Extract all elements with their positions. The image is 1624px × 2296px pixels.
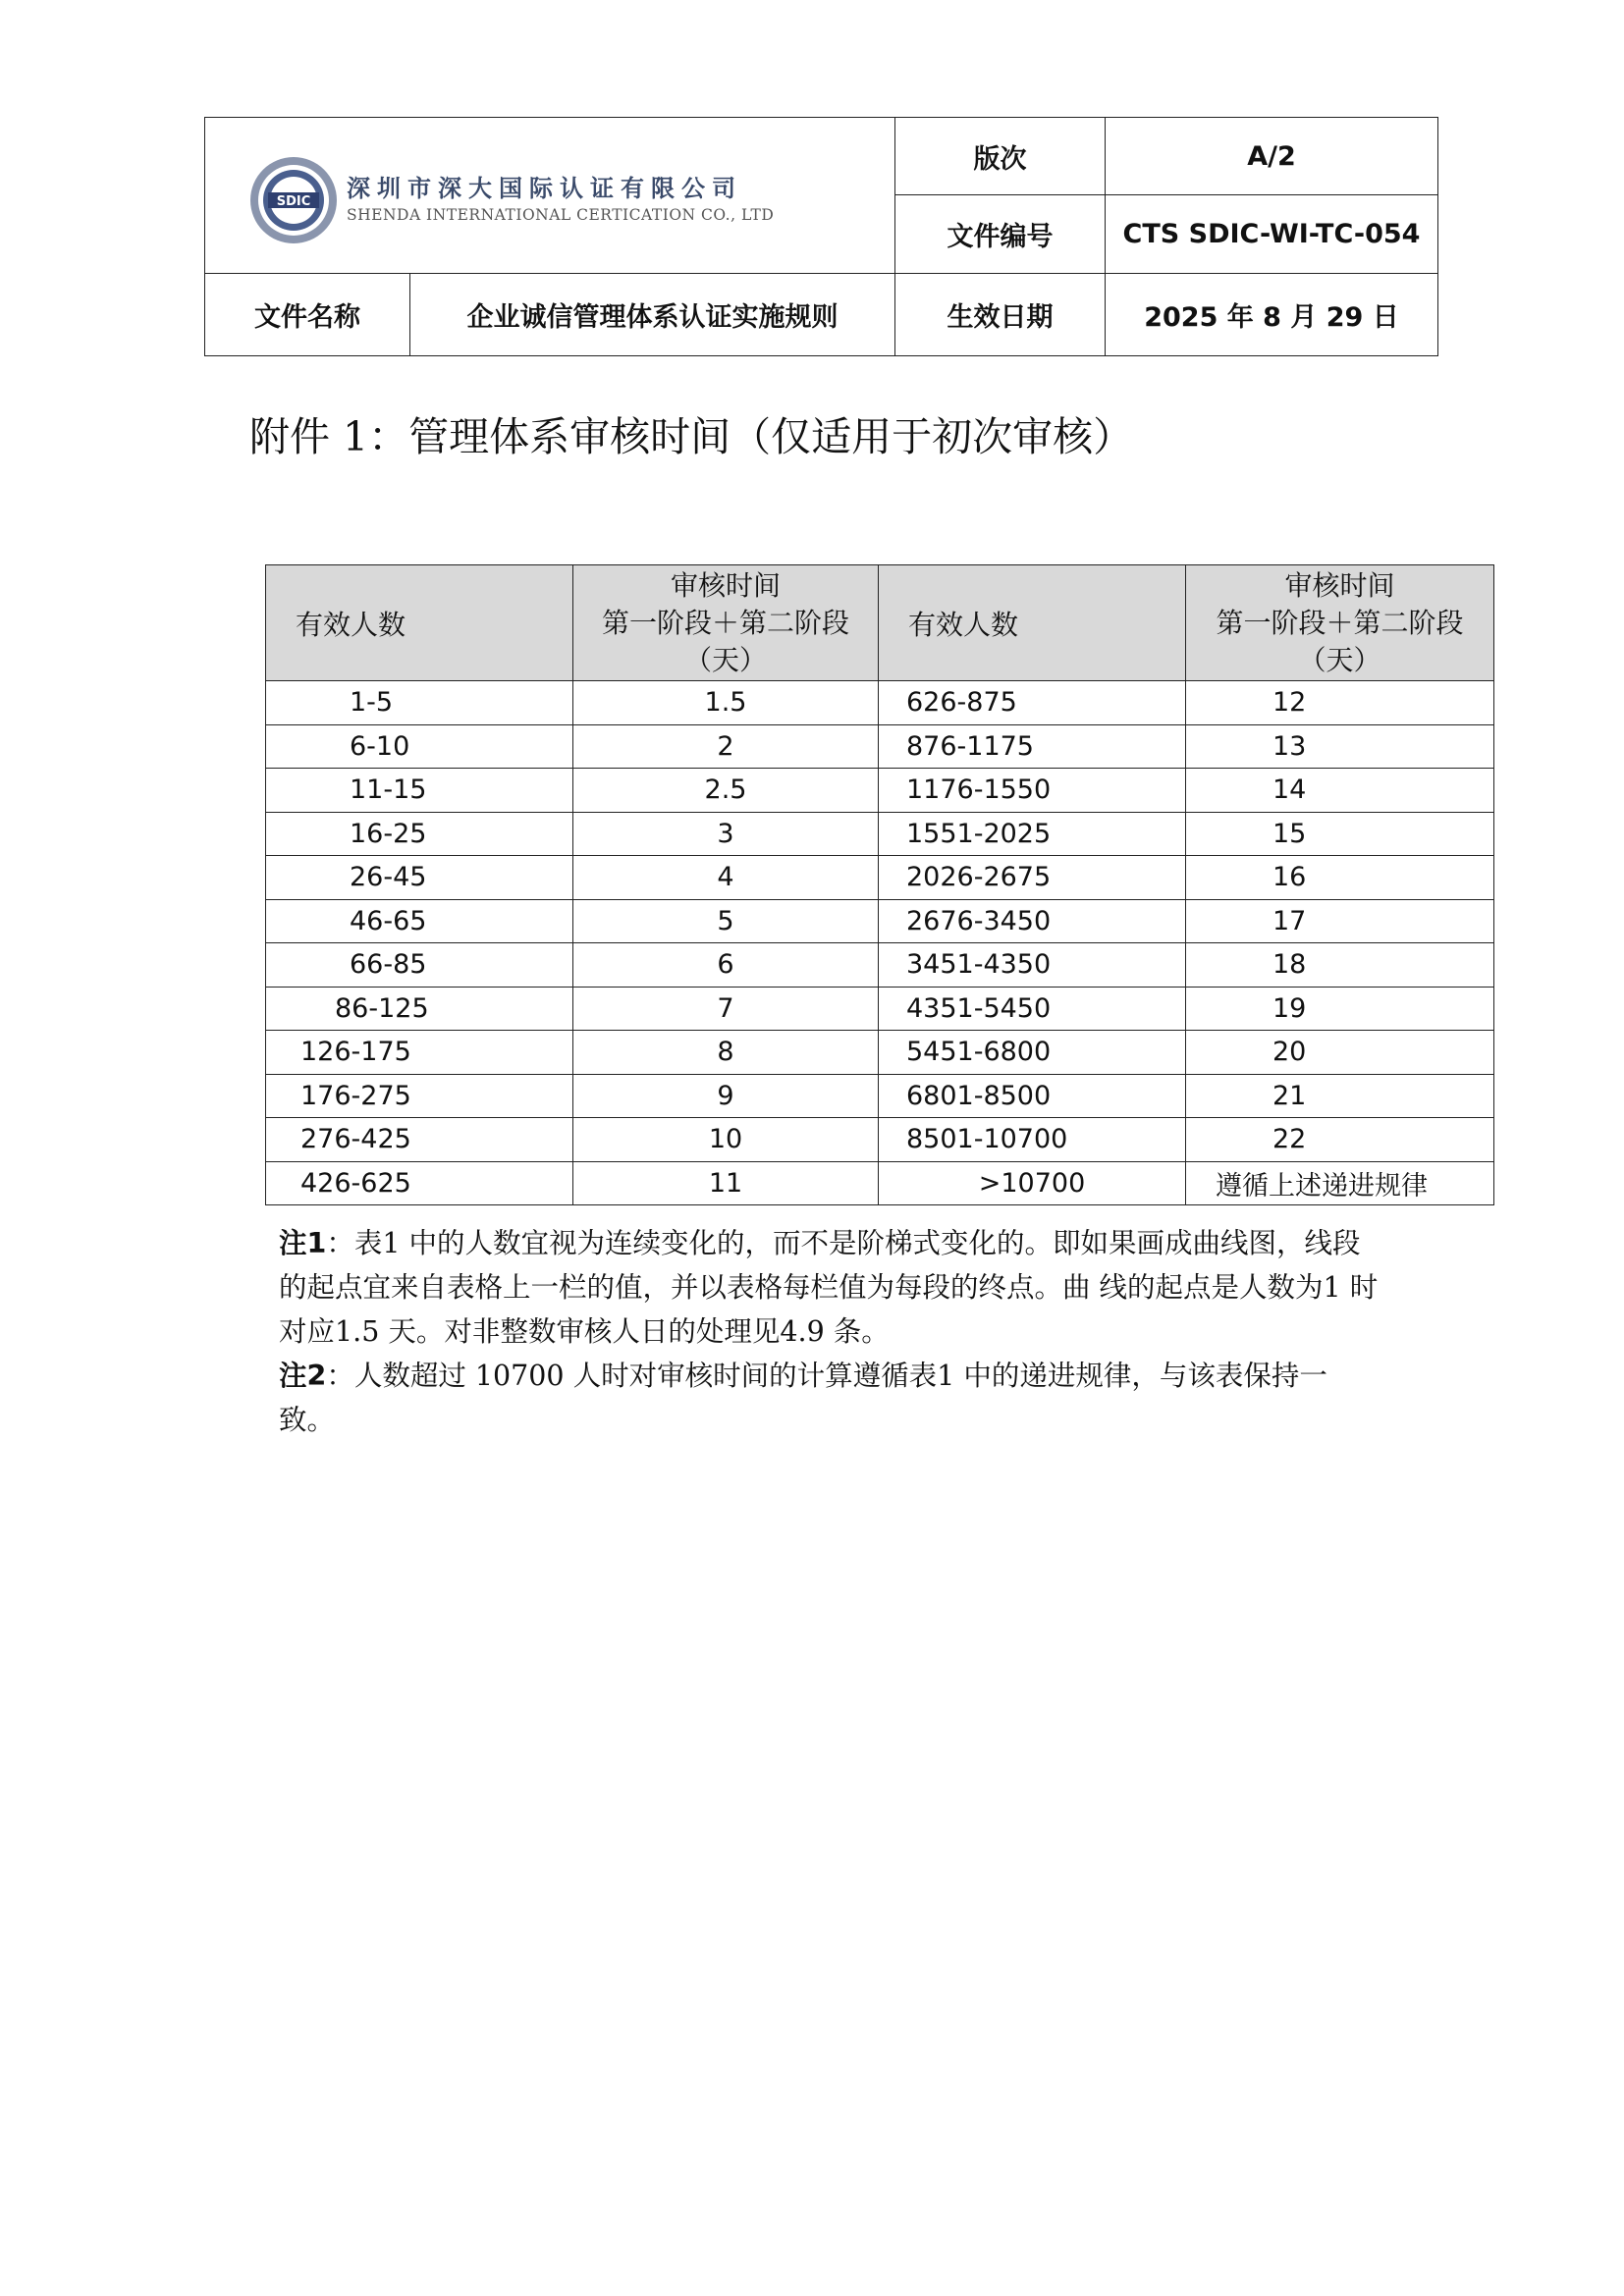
header-audit-time-1: 审核时间 第一阶段＋第二阶段 （天）	[573, 565, 879, 681]
header-headcount-1: 有效人数	[266, 565, 573, 681]
cell-days-b: 19	[1186, 987, 1494, 1031]
cell-headcount-b: 1176-1550	[879, 769, 1186, 813]
cell-days-a: 7	[573, 987, 879, 1031]
effective-date-value: 2025 年 8 月 29 日	[1106, 273, 1438, 355]
cell-headcount-b: 626-875	[879, 681, 1186, 725]
cell-days-a: 1.5	[573, 681, 879, 725]
cell-days-b: 12	[1186, 681, 1494, 725]
cell-days-a: 2.5	[573, 769, 879, 813]
cell-headcount-b: 876-1175	[879, 724, 1186, 769]
note-1: 注1：表1 中的人数宜视为连续变化的，而不是阶梯式变化的。即如果画成曲线图，线段的起点宜来自表格上一栏的值，并以表格每栏值为每段的终点。曲 线的起点是人数为1 时对应1.5 天。对非整数审核人日的处理见4.9 条。	[279, 1227, 1379, 1348]
audit-time-table	[265, 564, 1494, 1205]
cell-days-a: 5	[573, 899, 879, 943]
cell-headcount-a: 11-15	[266, 769, 573, 813]
cell-headcount-b: 3451-4350	[879, 943, 1186, 988]
company-logo-icon	[248, 155, 339, 245]
cell-headcount-a: 66-85	[266, 943, 573, 988]
table-row	[266, 1074, 1494, 1118]
document-header	[204, 117, 1438, 356]
cell-headcount-a: 26-45	[266, 856, 573, 900]
table-row	[266, 812, 1494, 856]
table-row	[266, 1031, 1494, 1075]
table-row	[266, 1161, 1494, 1205]
cell-headcount-b: 2026-2675	[879, 856, 1186, 900]
table-row	[266, 899, 1494, 943]
company-name-en: SHENDA INTERNATIONAL CERTICATION CO., LTD	[347, 206, 775, 224]
table-row	[266, 681, 1494, 725]
doc-name-label: 文件名称	[205, 273, 410, 355]
table-row	[266, 1118, 1494, 1162]
cell-days-b: 14	[1186, 769, 1494, 813]
version-value: A/2	[1106, 118, 1438, 195]
cell-days-b: 21	[1186, 1074, 1494, 1118]
cell-headcount-b: 8501-10700	[879, 1118, 1186, 1162]
cell-headcount-a: 176-275	[266, 1074, 573, 1118]
cell-days-b: 16	[1186, 856, 1494, 900]
table-row	[266, 987, 1494, 1031]
company-name-cn: 深圳市深大国际认证有限公司	[347, 174, 742, 202]
cell-headcount-b: 2676-3450	[879, 899, 1186, 943]
doc-name-value: 企业诚信管理体系认证实施规则	[410, 273, 895, 355]
cell-days-a: 2	[573, 724, 879, 769]
header-headcount-2: 有效人数	[879, 565, 1186, 681]
cell-headcount-a: 276-425	[266, 1118, 573, 1162]
cell-days-a: 9	[573, 1074, 879, 1118]
cell-headcount-b: 1551-2025	[879, 812, 1186, 856]
version-label: 版次	[895, 118, 1106, 195]
cell-days-b: 遵循上述递进规律	[1186, 1161, 1494, 1205]
table-row	[266, 943, 1494, 988]
cell-days-b: 17	[1186, 899, 1494, 943]
table-header-row	[266, 565, 1494, 681]
cell-headcount-a: 126-175	[266, 1031, 573, 1075]
svg-text:SDIC: SDIC	[276, 194, 311, 209]
notes-section	[249, 1221, 1379, 1442]
cell-days-b: 15	[1186, 812, 1494, 856]
effective-date-label: 生效日期	[895, 273, 1106, 355]
cell-days-b: 20	[1186, 1031, 1494, 1075]
cell-days-a: 8	[573, 1031, 879, 1075]
cell-days-b: 13	[1186, 724, 1494, 769]
header-audit-time-2: 审核时间 第一阶段＋第二阶段 （天）	[1186, 565, 1494, 681]
table-row	[266, 769, 1494, 813]
cell-headcount-a: 6-10	[266, 724, 573, 769]
cell-days-a: 10	[573, 1118, 879, 1162]
table-row	[266, 856, 1494, 900]
cell-headcount-a: 426-625	[266, 1161, 573, 1205]
cell-days-b: 22	[1186, 1118, 1494, 1162]
cell-headcount-b: 4351-5450	[879, 987, 1186, 1031]
cell-headcount-b: 6801-8500	[879, 1074, 1186, 1118]
cell-days-a: 3	[573, 812, 879, 856]
cell-days-a: 11	[573, 1161, 879, 1205]
cell-days-b: 18	[1186, 943, 1494, 988]
cell-days-a: 4	[573, 856, 879, 900]
cell-headcount-b: 5451-6800	[879, 1031, 1186, 1075]
doc-number-label: 文件编号	[895, 195, 1106, 273]
company-logo-cell	[205, 118, 895, 274]
table-row	[266, 724, 1494, 769]
note-2: 注2：人数超过 10700 人时对审核时间的计算遵循表1 中的递进规律，与该表保持一致。	[279, 1360, 1327, 1436]
page-title: 附件 1：管理体系审核时间（仅适用于初次审核）	[249, 413, 1134, 460]
cell-headcount-a: 46-65	[266, 899, 573, 943]
cell-headcount-a: 16-25	[266, 812, 573, 856]
doc-number-value: CTS SDIC-WI-TC-054	[1106, 195, 1438, 273]
cell-headcount-a: 1-5	[266, 681, 573, 725]
cell-headcount-a: 86-125	[266, 987, 573, 1031]
cell-days-a: 6	[573, 943, 879, 988]
cell-headcount-b: >10700	[879, 1161, 1186, 1205]
